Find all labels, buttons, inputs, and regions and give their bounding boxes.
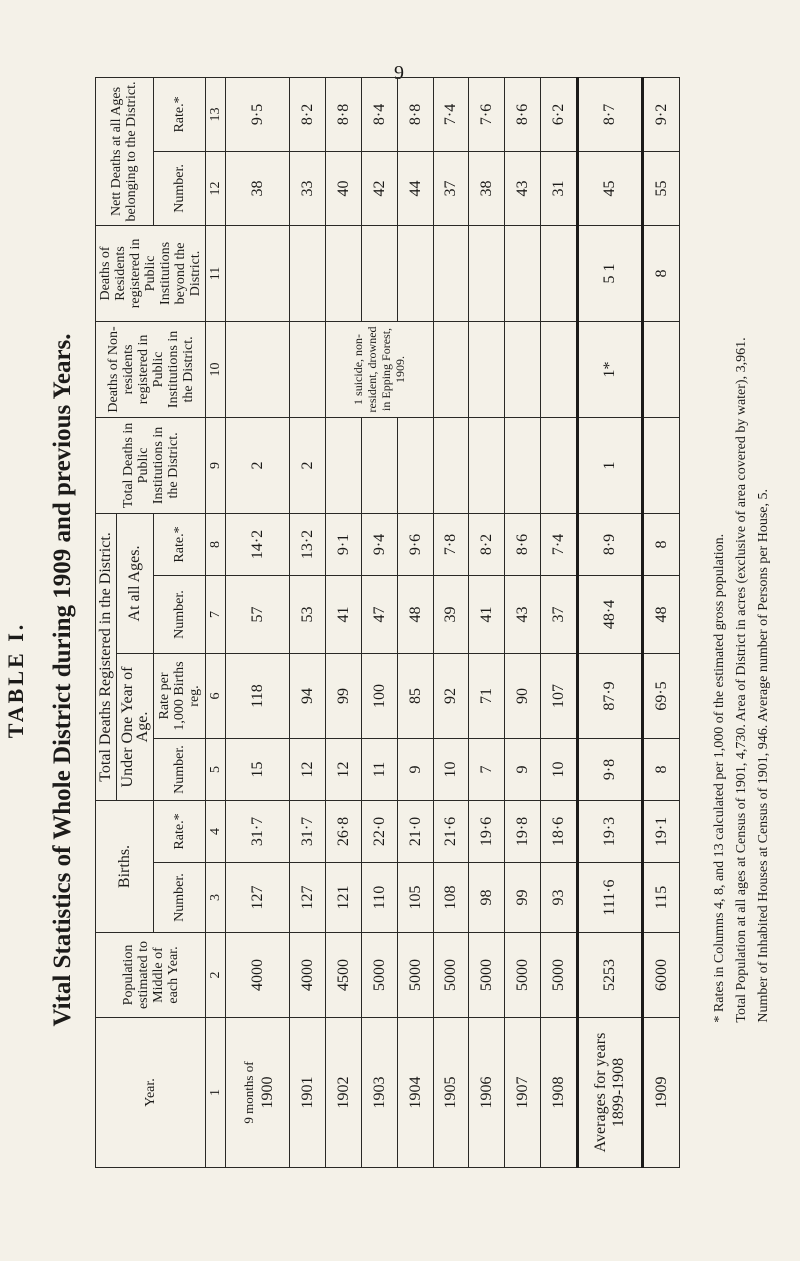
public-deaths-cell	[469, 417, 505, 513]
deaths-number-cell: 48	[642, 576, 679, 654]
year-cell: 1902	[326, 1018, 362, 1168]
nett-number-cell: 40	[326, 151, 362, 225]
deaths-number-cell: 43	[505, 576, 541, 654]
non-residents-cell	[433, 321, 469, 417]
year-cell: 1901	[290, 1018, 326, 1168]
table-row	[290, 77, 326, 1167]
header-row-1	[96, 77, 117, 1167]
nett-number-cell: 45	[578, 151, 642, 225]
infant-rate-cell: 85	[397, 654, 433, 739]
births-heading: Births.	[96, 801, 154, 933]
population-cell: 5000	[397, 933, 433, 1018]
all-ages-number-heading: Number.	[153, 576, 205, 654]
births-number-heading: Number.	[153, 863, 205, 933]
births-rate-cell: 26·8	[326, 801, 362, 863]
births-rate-cell: 21·0	[397, 801, 433, 863]
nett-rate-cell: 7·6	[469, 77, 505, 151]
non-residents-cell	[642, 321, 679, 417]
deaths-rate-cell: 7·8	[433, 513, 469, 575]
table-row	[397, 77, 433, 1167]
infant-number-cell: 7	[469, 739, 505, 801]
infant-rate-cell: 118	[226, 654, 290, 739]
nett-number-cell: 55	[642, 151, 679, 225]
births-number-cell: 108	[433, 863, 469, 933]
averages-row	[578, 77, 642, 1167]
year-cell: Averages for years 1899-1908	[578, 1018, 642, 1168]
births-rate-cell: 22·0	[361, 801, 397, 863]
nine-months-note: 9 months of	[240, 1061, 256, 1124]
births-rate-cell: 18·6	[541, 801, 578, 863]
population-cell: 5000	[541, 933, 578, 1018]
footnote: * Rates in Columns 4, 8, and 13 calculated per 1,000 of the estimated gross population.	[712, 533, 727, 1023]
infant-number-cell: 8	[642, 739, 679, 801]
nett-rate-cell: 7·4	[433, 77, 469, 151]
footnote: Total Population at all ages at Census of 1901, 4,730. Area of District in acres (exclusive of area covered by water), 3,961.	[734, 337, 749, 1023]
births-rate-cell: 19·1	[642, 801, 679, 863]
deaths-rate-cell: 9·1	[326, 513, 362, 575]
population-cell: 5000	[433, 933, 469, 1018]
infant-rate-cell: 99	[326, 654, 362, 739]
non-residents-heading: Deaths of Non-residents registered in Public Institutions in the District.	[96, 321, 206, 417]
column-number: 10	[206, 321, 226, 417]
births-rate-cell: 31·7	[290, 801, 326, 863]
residents-cell	[290, 225, 326, 321]
deaths-rate-cell: 8·6	[505, 513, 541, 575]
column-number: 9	[206, 417, 226, 513]
deaths-number-cell: 48	[397, 576, 433, 654]
births-rate-heading: Rate.*	[153, 801, 205, 863]
births-number-cell: 99	[505, 863, 541, 933]
column-number: 6	[206, 654, 226, 739]
table-heading	[3, 333, 77, 1026]
public-deaths-cell: 2	[226, 417, 290, 513]
nett-number-heading: Number.	[153, 151, 205, 225]
births-rate-cell: 19·3	[578, 801, 642, 863]
column-number: 2	[206, 933, 226, 1018]
deaths-rate-cell: 7·4	[541, 513, 578, 575]
infant-rate-cell: 90	[505, 654, 541, 739]
infant-rate-cell: 100	[361, 654, 397, 739]
nett-resident-note: 8	[652, 269, 670, 278]
column-number: 11	[206, 225, 226, 321]
public-institutions-heading: Total Deaths in Public Institutions in the District.	[96, 417, 206, 513]
public-deaths-cell	[642, 417, 679, 513]
infant-number-cell: 9	[505, 739, 541, 801]
public-deaths-cell	[433, 417, 469, 513]
nett-number-cell: 31	[541, 151, 578, 225]
population-cell: 4000	[290, 933, 326, 1018]
population-cell: 5000	[505, 933, 541, 1018]
under-one-rate-heading: Rate per 1,000 Births reg.	[153, 654, 205, 739]
table-label: TABLE I.	[3, 621, 28, 739]
residents-cell	[642, 225, 679, 321]
deaths-rate-cell: 9·4	[361, 513, 397, 575]
population-cell: 4500	[326, 933, 362, 1018]
residents-cell	[226, 225, 290, 321]
nett-number-cell: 38	[226, 151, 290, 225]
nett-rate-cell: 8·8	[326, 77, 362, 151]
nett-rate-cell: 9·5	[226, 77, 290, 151]
year-value: 1900	[258, 1076, 276, 1109]
year-cell: 1909	[642, 1018, 679, 1168]
year-cell: 1908	[541, 1018, 578, 1168]
population-heading: Population estimated to Middle of each Year.	[96, 933, 206, 1018]
all-ages-heading: At all Ages.	[116, 513, 153, 653]
nett-deaths-heading: Nett Deaths at all Ages belonging to the District.	[96, 77, 154, 225]
nett-rate-cell: 8·7	[578, 77, 642, 151]
table-body	[226, 77, 680, 1167]
infant-rate-cell: 92	[433, 654, 469, 739]
column-number: 3	[206, 863, 226, 933]
infant-number-cell: 9	[397, 739, 433, 801]
nett-resident-note: 5 1	[601, 263, 619, 284]
deaths-rate-cell: 9·6	[397, 513, 433, 575]
population-cell: 6000	[642, 933, 679, 1018]
population-cell: 4000	[226, 933, 290, 1018]
institution-note-cell	[326, 321, 433, 417]
table-row	[469, 77, 505, 1167]
non-residents-cell	[226, 321, 290, 417]
deaths-number-cell: 39	[433, 576, 469, 654]
nett-rate-cell: 8·8	[397, 77, 433, 151]
infant-rate-cell: 69·5	[642, 654, 679, 739]
table-row	[361, 77, 397, 1167]
residents-heading: Deaths of Residents registered in Public Institutions beyond the District.	[96, 225, 206, 321]
column-number: 13	[206, 77, 226, 151]
nett-number-cell: 37	[433, 151, 469, 225]
births-number-cell: 121	[326, 863, 362, 933]
deaths-rate-cell: 8·9	[578, 513, 642, 575]
births-number-cell: 98	[469, 863, 505, 933]
births-number-cell: 127	[290, 863, 326, 933]
all-ages-rate-heading: Rate.*	[153, 513, 205, 575]
births-rate-cell: 31·7	[226, 801, 290, 863]
year-cell: 1906	[469, 1018, 505, 1168]
statistics-table-rotated	[95, 78, 675, 1168]
year-cell: 1905	[433, 1018, 469, 1168]
residents-cell	[578, 225, 642, 321]
column-number: 8	[206, 513, 226, 575]
infant-rate-cell: 71	[469, 654, 505, 739]
non-residents-cell	[469, 321, 505, 417]
deaths-number-cell: 53	[290, 576, 326, 654]
non-residents-cell	[290, 321, 326, 417]
year-cell: 1903	[361, 1018, 397, 1168]
table-row	[326, 77, 362, 1167]
public-deaths-cell	[326, 417, 362, 513]
table-row	[505, 77, 541, 1167]
year-cell: 1907	[505, 1018, 541, 1168]
infant-rate-cell: 107	[541, 654, 578, 739]
table-row	[226, 77, 290, 1167]
residents-cell	[541, 225, 578, 321]
footnote: Number of Inhabited Houses at Census of 1901, 946. Average number of Persons per House, 5.	[756, 489, 771, 1023]
column-number: 5	[206, 739, 226, 801]
infant-rate-cell: 87·9	[578, 654, 642, 739]
births-number-cell: 127	[226, 863, 290, 933]
births-rate-cell: 21·6	[433, 801, 469, 863]
population-cell: 5000	[469, 933, 505, 1018]
non-residents-cell	[505, 321, 541, 417]
nett-number-cell: 43	[505, 151, 541, 225]
deaths-number-cell: 41	[326, 576, 362, 654]
deaths-number-cell: 48·4	[578, 576, 642, 654]
public-deaths-cell: 2	[290, 417, 326, 513]
nett-rate-cell: 9·2	[642, 77, 679, 151]
nett-number-cell: 38	[469, 151, 505, 225]
under-one-heading: Under One Year of Age.	[116, 654, 153, 801]
births-number-cell: 110	[361, 863, 397, 933]
column-number: 4	[206, 801, 226, 863]
current-year-row	[642, 77, 679, 1167]
public-deaths-cell: 1	[578, 417, 642, 513]
under-one-number-heading: Number.	[153, 739, 205, 801]
public-deaths-cell	[505, 417, 541, 513]
year-cell: 1904	[397, 1018, 433, 1168]
infant-number-cell: 10	[541, 739, 578, 801]
deaths-number-cell: 57	[226, 576, 290, 654]
deaths-rate-cell: 8·2	[469, 513, 505, 575]
page-number: 9	[394, 62, 404, 84]
nett-rate-cell: 8·4	[361, 77, 397, 151]
vital-statistics-table	[95, 77, 680, 1168]
year-cell	[226, 1018, 290, 1168]
non-residents-cell	[541, 321, 578, 417]
total-deaths-heading: Total Deaths Registered in the District.	[96, 513, 117, 800]
footnotes	[709, 337, 775, 1022]
infant-number-cell: 11	[361, 739, 397, 801]
nett-number-cell: 44	[397, 151, 433, 225]
residents-cell	[505, 225, 541, 321]
residents-cell	[433, 225, 469, 321]
deaths-rate-cell: 14·2	[226, 513, 290, 575]
deaths-number-cell: 47	[361, 576, 397, 654]
residents-cell	[361, 225, 397, 321]
non-residents-cell: 1*	[578, 321, 642, 417]
deaths-number-cell: 41	[469, 576, 505, 654]
public-deaths-cell	[397, 417, 433, 513]
deaths-rate-cell: 13·2	[290, 513, 326, 575]
column-number-row	[206, 77, 226, 1167]
infant-number-cell: 15	[226, 739, 290, 801]
infant-number-cell: 10	[433, 739, 469, 801]
nett-rate-heading: Rate.*	[153, 77, 205, 151]
infant-number-cell: 12	[326, 739, 362, 801]
infant-number-cell: 12	[290, 739, 326, 801]
nett-rate-cell: 8·6	[505, 77, 541, 151]
nett-rate-cell: 6·2	[541, 77, 578, 151]
table-row	[541, 77, 578, 1167]
births-number-cell: 105	[397, 863, 433, 933]
column-number: 7	[206, 576, 226, 654]
births-number-cell: 115	[642, 863, 679, 933]
infant-rate-cell: 94	[290, 654, 326, 739]
table-title: Vital Statistics of Whole District during 1909 and previous Years.	[49, 333, 76, 1027]
residents-cell	[326, 225, 362, 321]
population-cell: 5000	[361, 933, 397, 1018]
public-deaths-cell	[541, 417, 578, 513]
nett-number-cell: 42	[361, 151, 397, 225]
nett-rate-cell: 8·2	[290, 77, 326, 151]
column-number: 1	[206, 1018, 226, 1168]
births-rate-cell: 19·6	[469, 801, 505, 863]
births-number-cell: 93	[541, 863, 578, 933]
table-row	[433, 77, 469, 1167]
deaths-rate-cell: 8	[642, 513, 679, 575]
deaths-number-cell: 37	[541, 576, 578, 654]
infant-number-cell: 9·8	[578, 739, 642, 801]
year-heading: Year.	[96, 1018, 206, 1168]
residents-cell	[469, 225, 505, 321]
column-number: 12	[206, 151, 226, 225]
public-deaths-cell	[361, 417, 397, 513]
institution-note: 1 suicide, non-resident, drowned in Epping Forest, 1909.	[351, 326, 408, 413]
residents-cell	[397, 225, 433, 321]
births-number-cell: 111·6	[578, 863, 642, 933]
population-cell: 5253	[578, 933, 642, 1018]
births-rate-cell: 19·8	[505, 801, 541, 863]
nett-number-cell: 33	[290, 151, 326, 225]
